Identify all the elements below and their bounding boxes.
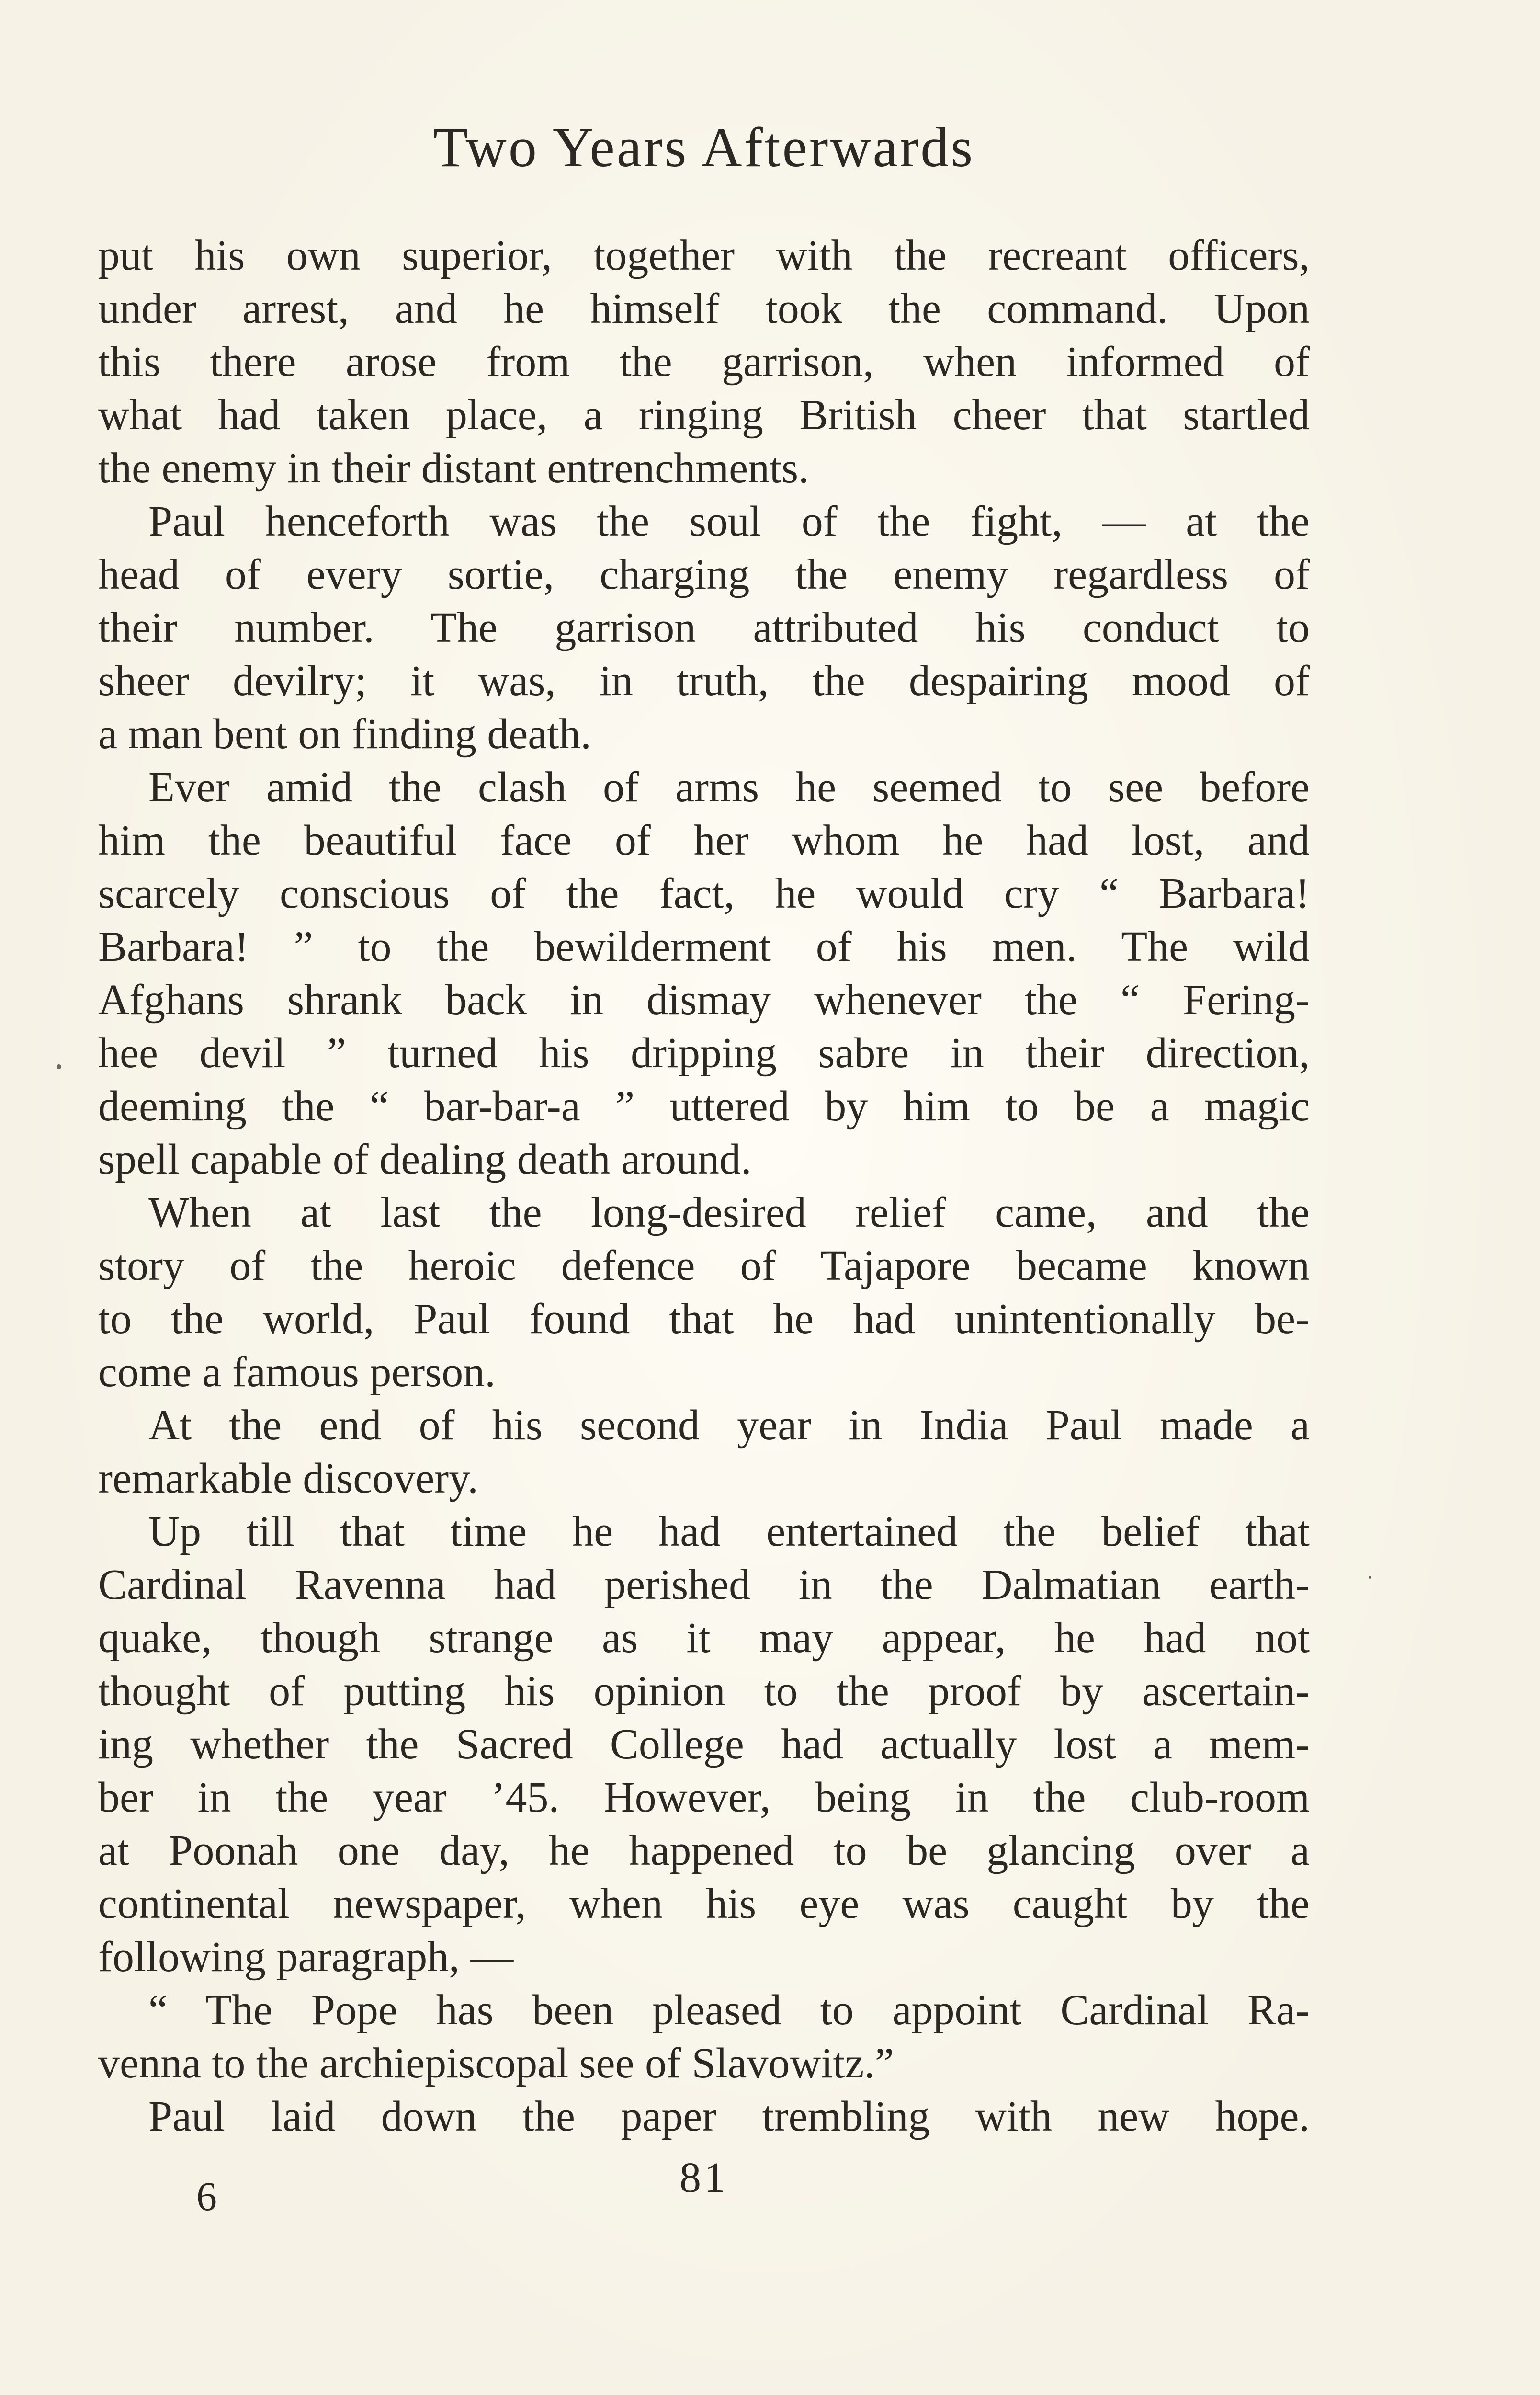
text-line: Cardinal Ravenna had perished in the Dalmatian earth- bbox=[98, 1561, 1310, 1608]
text-line: at Poonah one day, he happened to be glancing over a bbox=[98, 1827, 1310, 1874]
text-line: ing whether the Sacred College had actually lost a mem- bbox=[98, 1721, 1310, 1768]
text-line: to the world, Paul found that he had unintentionally be- bbox=[98, 1295, 1310, 1343]
text-line: venna to the archiepiscopal see of Slavowitz.” bbox=[98, 2040, 894, 2087]
text-line: a man bent on finding death. bbox=[98, 710, 591, 758]
running-head: Two Years Afterwards bbox=[433, 116, 975, 179]
paper-speck bbox=[1369, 1576, 1371, 1579]
text-line: their number. The garrison attributed his conduct to bbox=[98, 604, 1310, 651]
text-line: At the end of his second year in India Paul made a bbox=[148, 1402, 1310, 1449]
text-line: come a famous person. bbox=[98, 1348, 496, 1396]
text-line: this there arose from the garrison, when informed of bbox=[98, 338, 1310, 386]
text-line: spell capable of dealing death around. bbox=[98, 1136, 752, 1183]
paper-speck bbox=[57, 1064, 61, 1069]
text-line: quake, though strange as it may appear, he had not bbox=[98, 1614, 1310, 1662]
text-line: ber in the year ’45. However, being in the club-room bbox=[98, 1774, 1310, 1821]
signature-mark: 6 bbox=[196, 2173, 217, 2219]
text-line: deeming the “ bar-bar-a ” uttered by him to be a magic bbox=[98, 1083, 1310, 1130]
page-number: 81 bbox=[679, 2154, 728, 2201]
text-line: Up till that time he had entertained the belief that bbox=[148, 1508, 1310, 1555]
text-line: thought of putting his opinion to the proof by ascertain- bbox=[98, 1667, 1310, 1715]
text-line: put his own superior, together with the recreant officers, bbox=[98, 232, 1310, 279]
text-line: When at last the long-desired relief came, and the bbox=[148, 1189, 1310, 1236]
text-line: scarcely conscious of the fact, he would cry “ Barbara! bbox=[98, 870, 1310, 917]
text-line: sheer devilry; it was, in truth, the despairing mood of bbox=[98, 657, 1310, 705]
text-line: Afghans shrank back in dismay whenever the “ Fering- bbox=[98, 976, 1310, 1024]
text-line: Paul laid down the paper trembling with new hope. bbox=[148, 2093, 1310, 2140]
text-line: continental newspaper, when his eye was caught by the bbox=[98, 1880, 1310, 1927]
text-line: story of the heroic defence of Tajapore became known bbox=[98, 1242, 1310, 1289]
text-line: what had taken place, a ringing British cheer that startled bbox=[98, 391, 1310, 439]
text-line: following paragraph, — bbox=[98, 1933, 514, 1981]
text-line: under arrest, and he himself took the command. Upon bbox=[98, 285, 1310, 332]
text-line: him the beautiful face of her whom he had lost, and bbox=[98, 817, 1310, 864]
text-line: Ever amid the clash of arms he seemed to see before bbox=[148, 764, 1310, 811]
text-line: the enemy in their distant entrenchments. bbox=[98, 445, 809, 492]
text-line: “ The Pope has been pleased to appoint Cardinal Ra- bbox=[148, 1986, 1310, 2034]
text-line: Barbara! ” to the bewilderment of his men. The wild bbox=[98, 923, 1310, 970]
text-line: Paul henceforth was the soul of the fight, — at the bbox=[148, 498, 1310, 545]
text-line: head of every sortie, charging the enemy regardless of bbox=[98, 551, 1310, 598]
text-line: hee devil ” turned his dripping sabre in their direction, bbox=[98, 1029, 1310, 1077]
text-line: remarkable discovery. bbox=[98, 1455, 478, 1502]
body-text bbox=[98, 229, 1310, 2143]
